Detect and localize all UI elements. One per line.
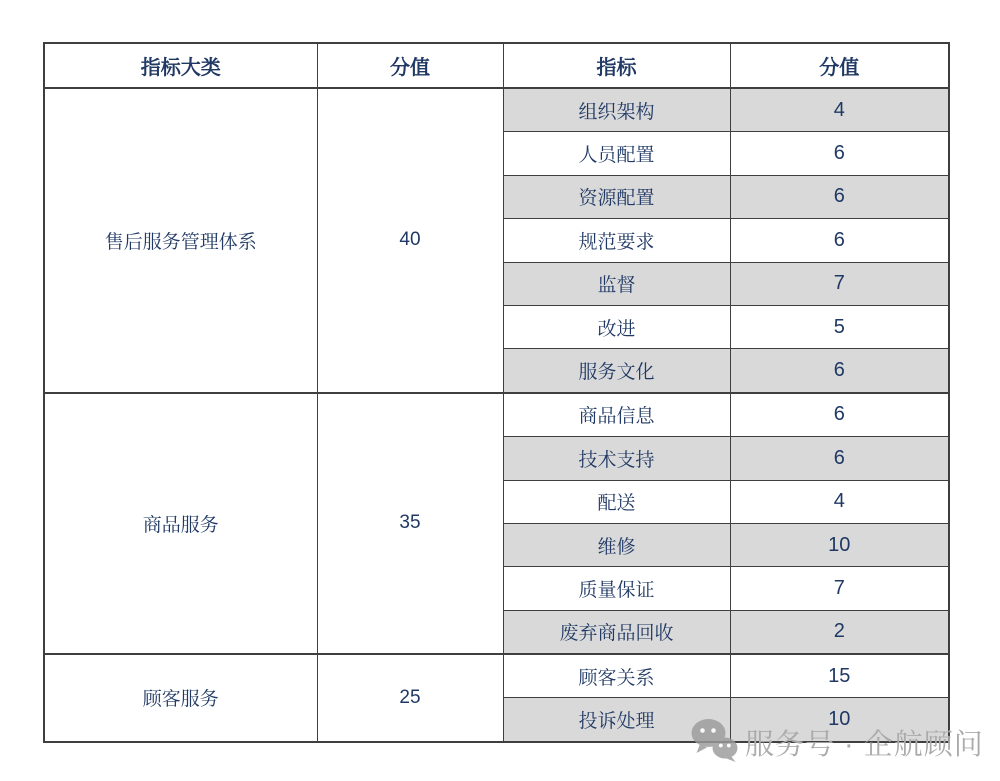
indicator-score-cell: 6 xyxy=(730,349,949,393)
indicator-score-cell: 15 xyxy=(730,654,949,698)
indicator-score-cell: 7 xyxy=(730,567,949,610)
indicator-cell: 配送 xyxy=(503,480,730,523)
table-row xyxy=(44,393,949,437)
column-header-category-score: 分值 xyxy=(317,43,503,88)
category-cell: 顾客服务 xyxy=(44,654,317,742)
indicator-score-cell: 6 xyxy=(730,437,949,480)
indicator-score-cell: 2 xyxy=(730,610,949,654)
indicator-cell: 维修 xyxy=(503,523,730,566)
indicator-score-cell: 7 xyxy=(730,262,949,305)
indicator-score-cell: 4 xyxy=(730,88,949,132)
indicator-score-cell: 4 xyxy=(730,480,949,523)
indicator-score-cell: 10 xyxy=(730,698,949,742)
score-table-body xyxy=(44,88,949,742)
column-header-category: 指标大类 xyxy=(44,43,317,88)
indicator-score-cell: 6 xyxy=(730,132,949,175)
table-header-row xyxy=(44,43,949,88)
indicator-cell: 商品信息 xyxy=(503,393,730,437)
indicator-cell: 质量保证 xyxy=(503,567,730,610)
category-score-cell: 40 xyxy=(317,88,503,393)
column-header-indicator-score: 分值 xyxy=(730,43,949,88)
indicator-score-cell: 5 xyxy=(730,305,949,348)
category-score-cell: 35 xyxy=(317,393,503,654)
indicator-cell: 服务文化 xyxy=(503,349,730,393)
indicator-cell: 改进 xyxy=(503,305,730,348)
indicator-cell: 资源配置 xyxy=(503,175,730,218)
category-score-cell: 25 xyxy=(317,654,503,742)
indicator-cell: 监督 xyxy=(503,262,730,305)
indicator-cell: 投诉处理 xyxy=(503,698,730,742)
category-cell: 商品服务 xyxy=(44,393,317,654)
indicator-cell: 顾客关系 xyxy=(503,654,730,698)
column-header-indicator: 指标 xyxy=(503,43,730,88)
indicator-cell: 组织架构 xyxy=(503,88,730,132)
indicator-score-cell: 6 xyxy=(730,175,949,218)
score-table xyxy=(43,42,950,743)
watermark-text: 服务号 · 企航顾问 xyxy=(745,729,984,761)
indicator-cell: 人员配置 xyxy=(503,132,730,175)
category-cell: 售后服务管理体系 xyxy=(44,88,317,393)
indicator-score-cell: 6 xyxy=(730,393,949,437)
table-row xyxy=(44,654,949,698)
indicator-score-cell: 10 xyxy=(730,523,949,566)
indicator-cell: 规范要求 xyxy=(503,219,730,262)
indicator-cell: 技术支持 xyxy=(503,437,730,480)
indicator-cell: 废弃商品回收 xyxy=(503,610,730,654)
indicator-score-cell: 6 xyxy=(730,219,949,262)
table-row xyxy=(44,88,949,132)
